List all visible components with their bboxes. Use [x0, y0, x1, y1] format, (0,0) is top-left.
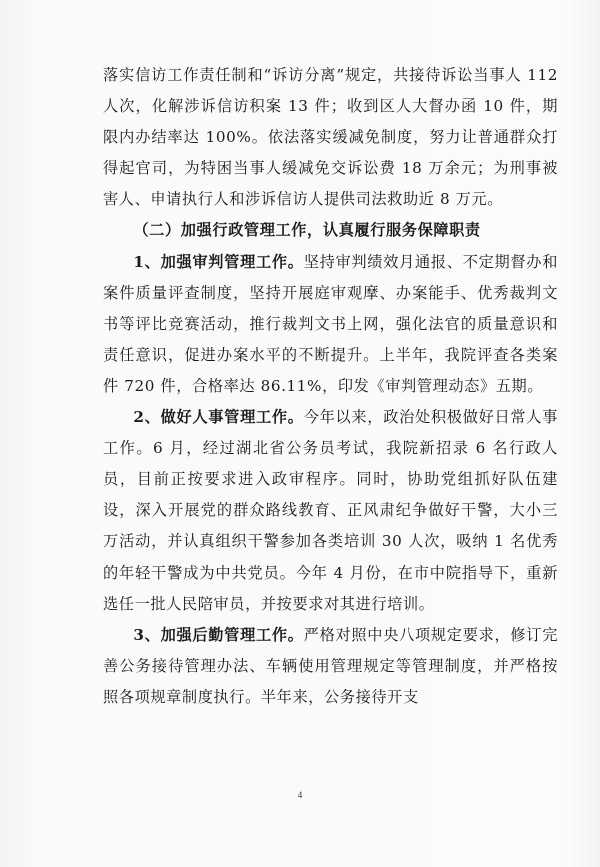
paragraph-personnel-management — [103, 402, 558, 620]
page-number: 4 — [297, 790, 303, 800]
section-heading-administration: （二）加强行政管理工作，认真履行服务保障职责 — [133, 221, 481, 240]
item-lead-personnel-management: 2、做好人事管理工作。 — [133, 408, 304, 427]
item-text-logistics-management: 严格对照中央八项规定要求，修订完善公务接待管理办法、车辆使用管理规定等管理制度，并严格按照各项规章制度执行。半年来，公务接待开支 — [103, 625, 558, 706]
item-lead-logistics-management: 3、加强后勤管理工作。 — [133, 625, 304, 644]
paragraph-petition-work: 落实信访工作责任制和“诉访分离”规定，共接待诉讼当事人 112 人次，化解涉诉信访积案 13 件；收到区人大督办函 10 件，期限内办结率达 100%。依法落实缓减免制度，努力让普通群众打得起官司，为特困当事人缓减免交诉讼费 18 万余元；为刑事被害人、申请执行人和涉诉信访人提供司法救助近 8 万元。 — [103, 66, 558, 209]
item-lead-trial-management: 1、加强审判管理工作。 — [133, 252, 304, 271]
document-body — [103, 60, 558, 713]
paragraph-logistics-management — [103, 620, 558, 713]
item-text-personnel-management: 今年以来，政治处积极做好日常人事工作。6 月，经过湖北省公务员考试，我院新招录 6 名行政人员，目前正按要求进入政审程序。同时，协助党组抓好队伍建设，深入开展党的群众路线教育、正风肃纪争做好干警，大小三万活动，并认真组织干警参加各类培训 30 人次，吸纳 1 名优秀的年轻干警成为中共党员。今年 4 月份，在市中院指导下，重新选任一批人民陪审员，并按要求对其进行培训。 — [103, 408, 558, 613]
paragraph-trial-management — [103, 247, 558, 402]
item-text-trial-management: 坚持审判绩效月通报、不定期督办和案件质量评查制度，坚持开展庭审观摩、办案能手、优秀裁判文书等评比竞赛活动，推行裁判文书上网，强化法官的质量意识和责任意识，促进办案水平的不断提升。上半年，我院评查各类案件 720 件，合格率达 86.11%，印发《审判管理动态》五期。 — [103, 252, 558, 395]
